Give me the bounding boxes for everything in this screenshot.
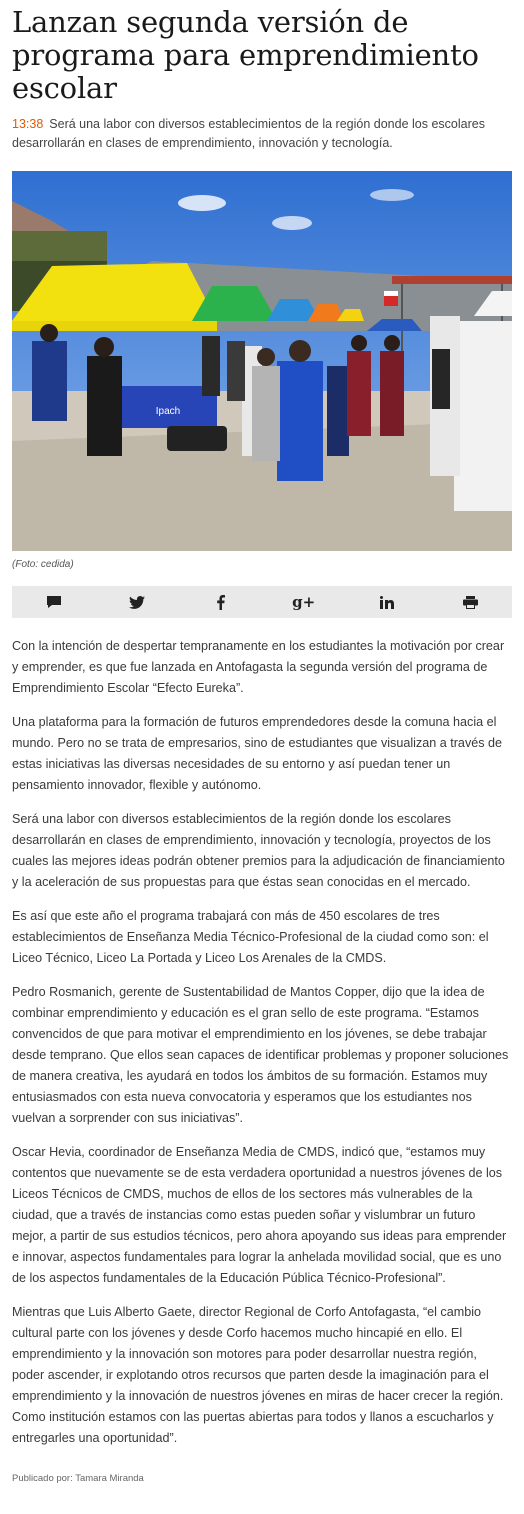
print-button[interactable] [440, 586, 500, 618]
comment-button[interactable] [24, 586, 84, 618]
google-plus-icon: g+ [292, 593, 316, 611]
facebook-icon [216, 595, 225, 610]
photo-caption: (Foto: cedida) [12, 559, 74, 570]
twitter-share-button[interactable] [107, 586, 167, 618]
paragraph: Oscar Hevia, coordinador de Enseñanza Media de CMDS, indicó que, “estamos muy contentos que nuevamente se de esta verdadera oportunidad a nuestros jóvenes de los Liceos Técnicos de CMDS, muchos de ellos de los sectores más vulnerables de la ciudad, que a través de instancias como estas pueden soñar y vislumbrar un futuro mejor, a partir de sus estudios técnicos, pero ahora apoyando sus ideas para emprender e innovar, aspectos fundamentales para lograr la anhelada movilidad social, que es uno de los aspectos fundamentales de la Educación Pública Técnico-Profesional”. [12, 1145, 507, 1285]
paragraph: Con la intención de despertar tempranamente en los estudiantes la motivación por crear y emprender, es que fue lanzada en Antofagasta la segunda versión del programa de Emprendimiento Escolar “Efecto Eureka”. [12, 639, 505, 695]
linkedin-icon [380, 596, 394, 609]
paragraph: Será una labor con diversos establecimientos de la región donde los escolares desarrollarán en clases de emprendimiento, innovación y tecnología, proyectos de los cuales las mejores ideas podrán obtener premios para la adjudicación de financiamiento y la aceleración de sus propuestas para que éstas sean conocidas en el mercado. [12, 812, 505, 889]
timestamp: 13:38 [12, 117, 44, 131]
byline: Publicado por: Tamara Miranda [12, 1473, 144, 1484]
article-body [12, 636, 512, 1449]
twitter-icon [129, 596, 145, 609]
share-bar [12, 586, 512, 618]
article-photo [12, 171, 512, 551]
banner-text: Ipach [155, 406, 181, 417]
paragraph: Mientras que Luis Alberto Gaete, director Regional de Corfo Antofagasta, “el cambio cultural parte con los jóvenes y desde Corfo hacemos mucho hincapié en ello. El emprendimiento y la innovación son motores para poder desarrollar nuestra región, poder ascender, ir explotando otros recursos que parten desde la imaginación para el emprendimiento y la innovación de nuestros jóvenes en miras de hacer crecer la región. Como institución estamos con las puertas abiertas para todos y llanos a escucharlos y entregarles una oportunidad”. [12, 1305, 504, 1445]
linkedin-share-button[interactable] [357, 586, 417, 618]
paragraph: Pedro Rosmanich, gerente de Sustentabilidad de Mantos Copper, dijo que la idea de combinar emprendimiento y educación es el gran sello de este programa. “Estamos convencidos de que para motivar el emprendimiento en los jóvenes, se debe trabajar desde temprano. Que ellos sean capaces de identificar problemas y proponer soluciones de manera creativa, les ayudará en todos los ámbitos de su formación. Estamos muy entusiasmados con esta nueva convocatoria y esperamos que los estudiantes nos vuelvan a sorprender con sus iniciativas”. [12, 985, 509, 1125]
print-icon [463, 596, 478, 609]
headline: Lanzan segunda versión de programa para emprendimiento escolar [12, 5, 479, 105]
facebook-share-button[interactable] [190, 586, 250, 618]
google-plus-share-button[interactable] [274, 586, 334, 618]
lead-text: Será una labor con diversos establecimientos de la región donde los escolares desarrollarán en clases de emprendimiento, innovación y tecnología. [12, 117, 485, 150]
paragraph: Una plataforma para la formación de futuros emprendedores desde la comuna hacia el mundo. Pero no se trata de empresarios, sino de estudiantes que visualizan a través de estas iniciativas las diversas necesidades de su entorno y así puedan tener un pensamiento innovador, flexible y autónomo. [12, 715, 503, 792]
lead [12, 115, 512, 153]
paragraph: Es así que este año el programa trabajará con más de 450 escolares de tres establecimientos de Enseñanza Media Técnico-Profesional de la ciudad como son: el Liceo Técnico, Liceo La Portada y Liceo Los Arenales de la CMDS. [12, 909, 489, 965]
comment-icon [46, 595, 62, 609]
